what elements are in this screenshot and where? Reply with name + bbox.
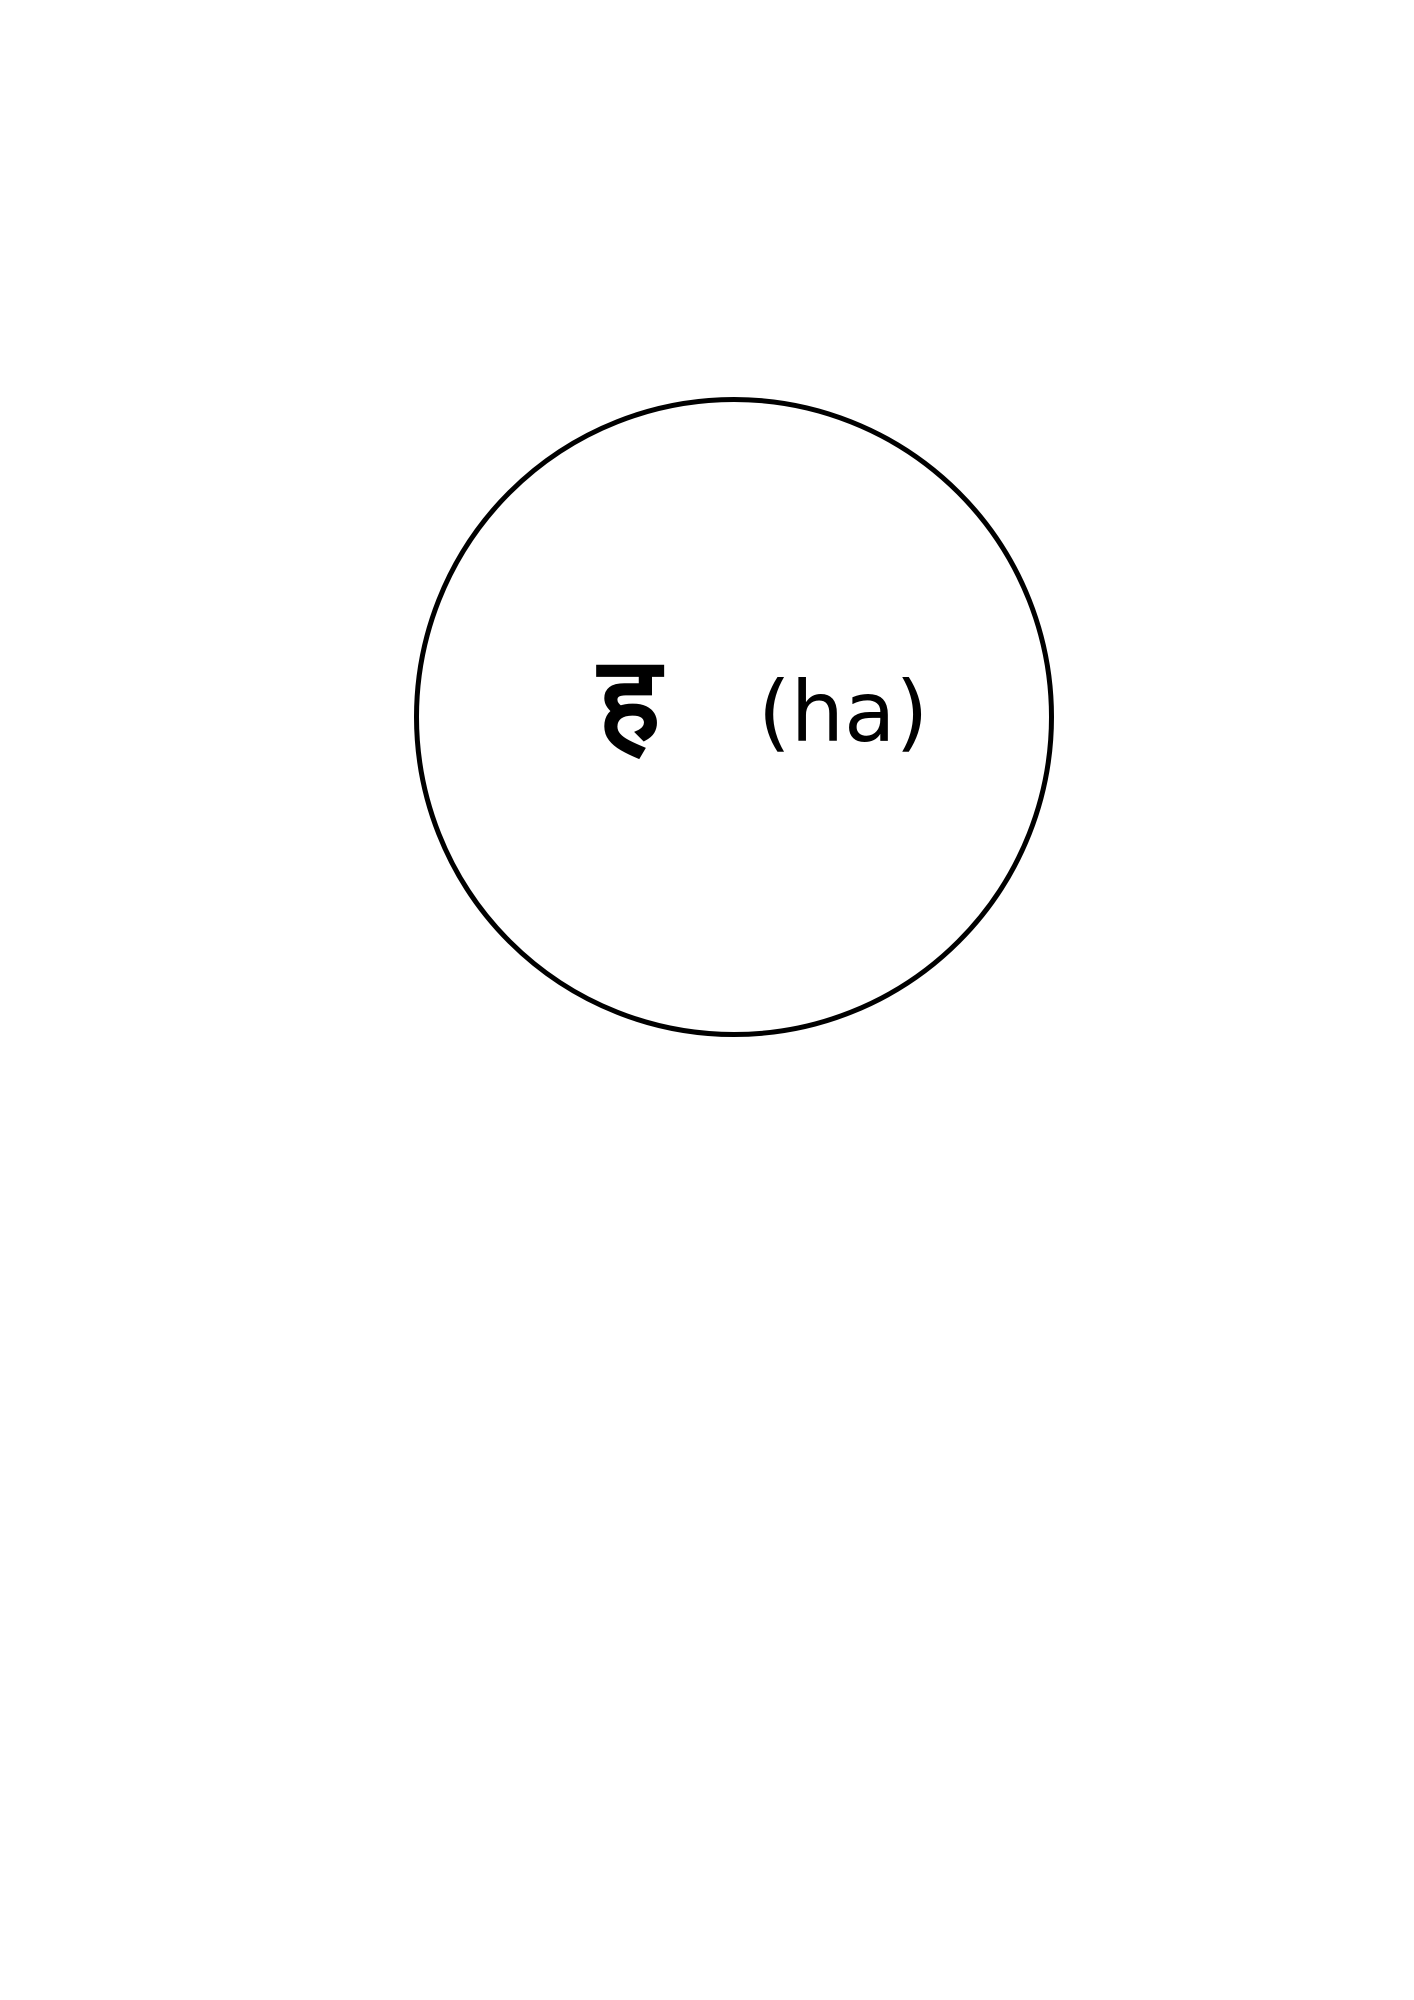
- transliteration-label: (ha): [758, 663, 929, 761]
- letter-circle: [414, 397, 1054, 1037]
- devanagari-letter: ह: [598, 630, 661, 768]
